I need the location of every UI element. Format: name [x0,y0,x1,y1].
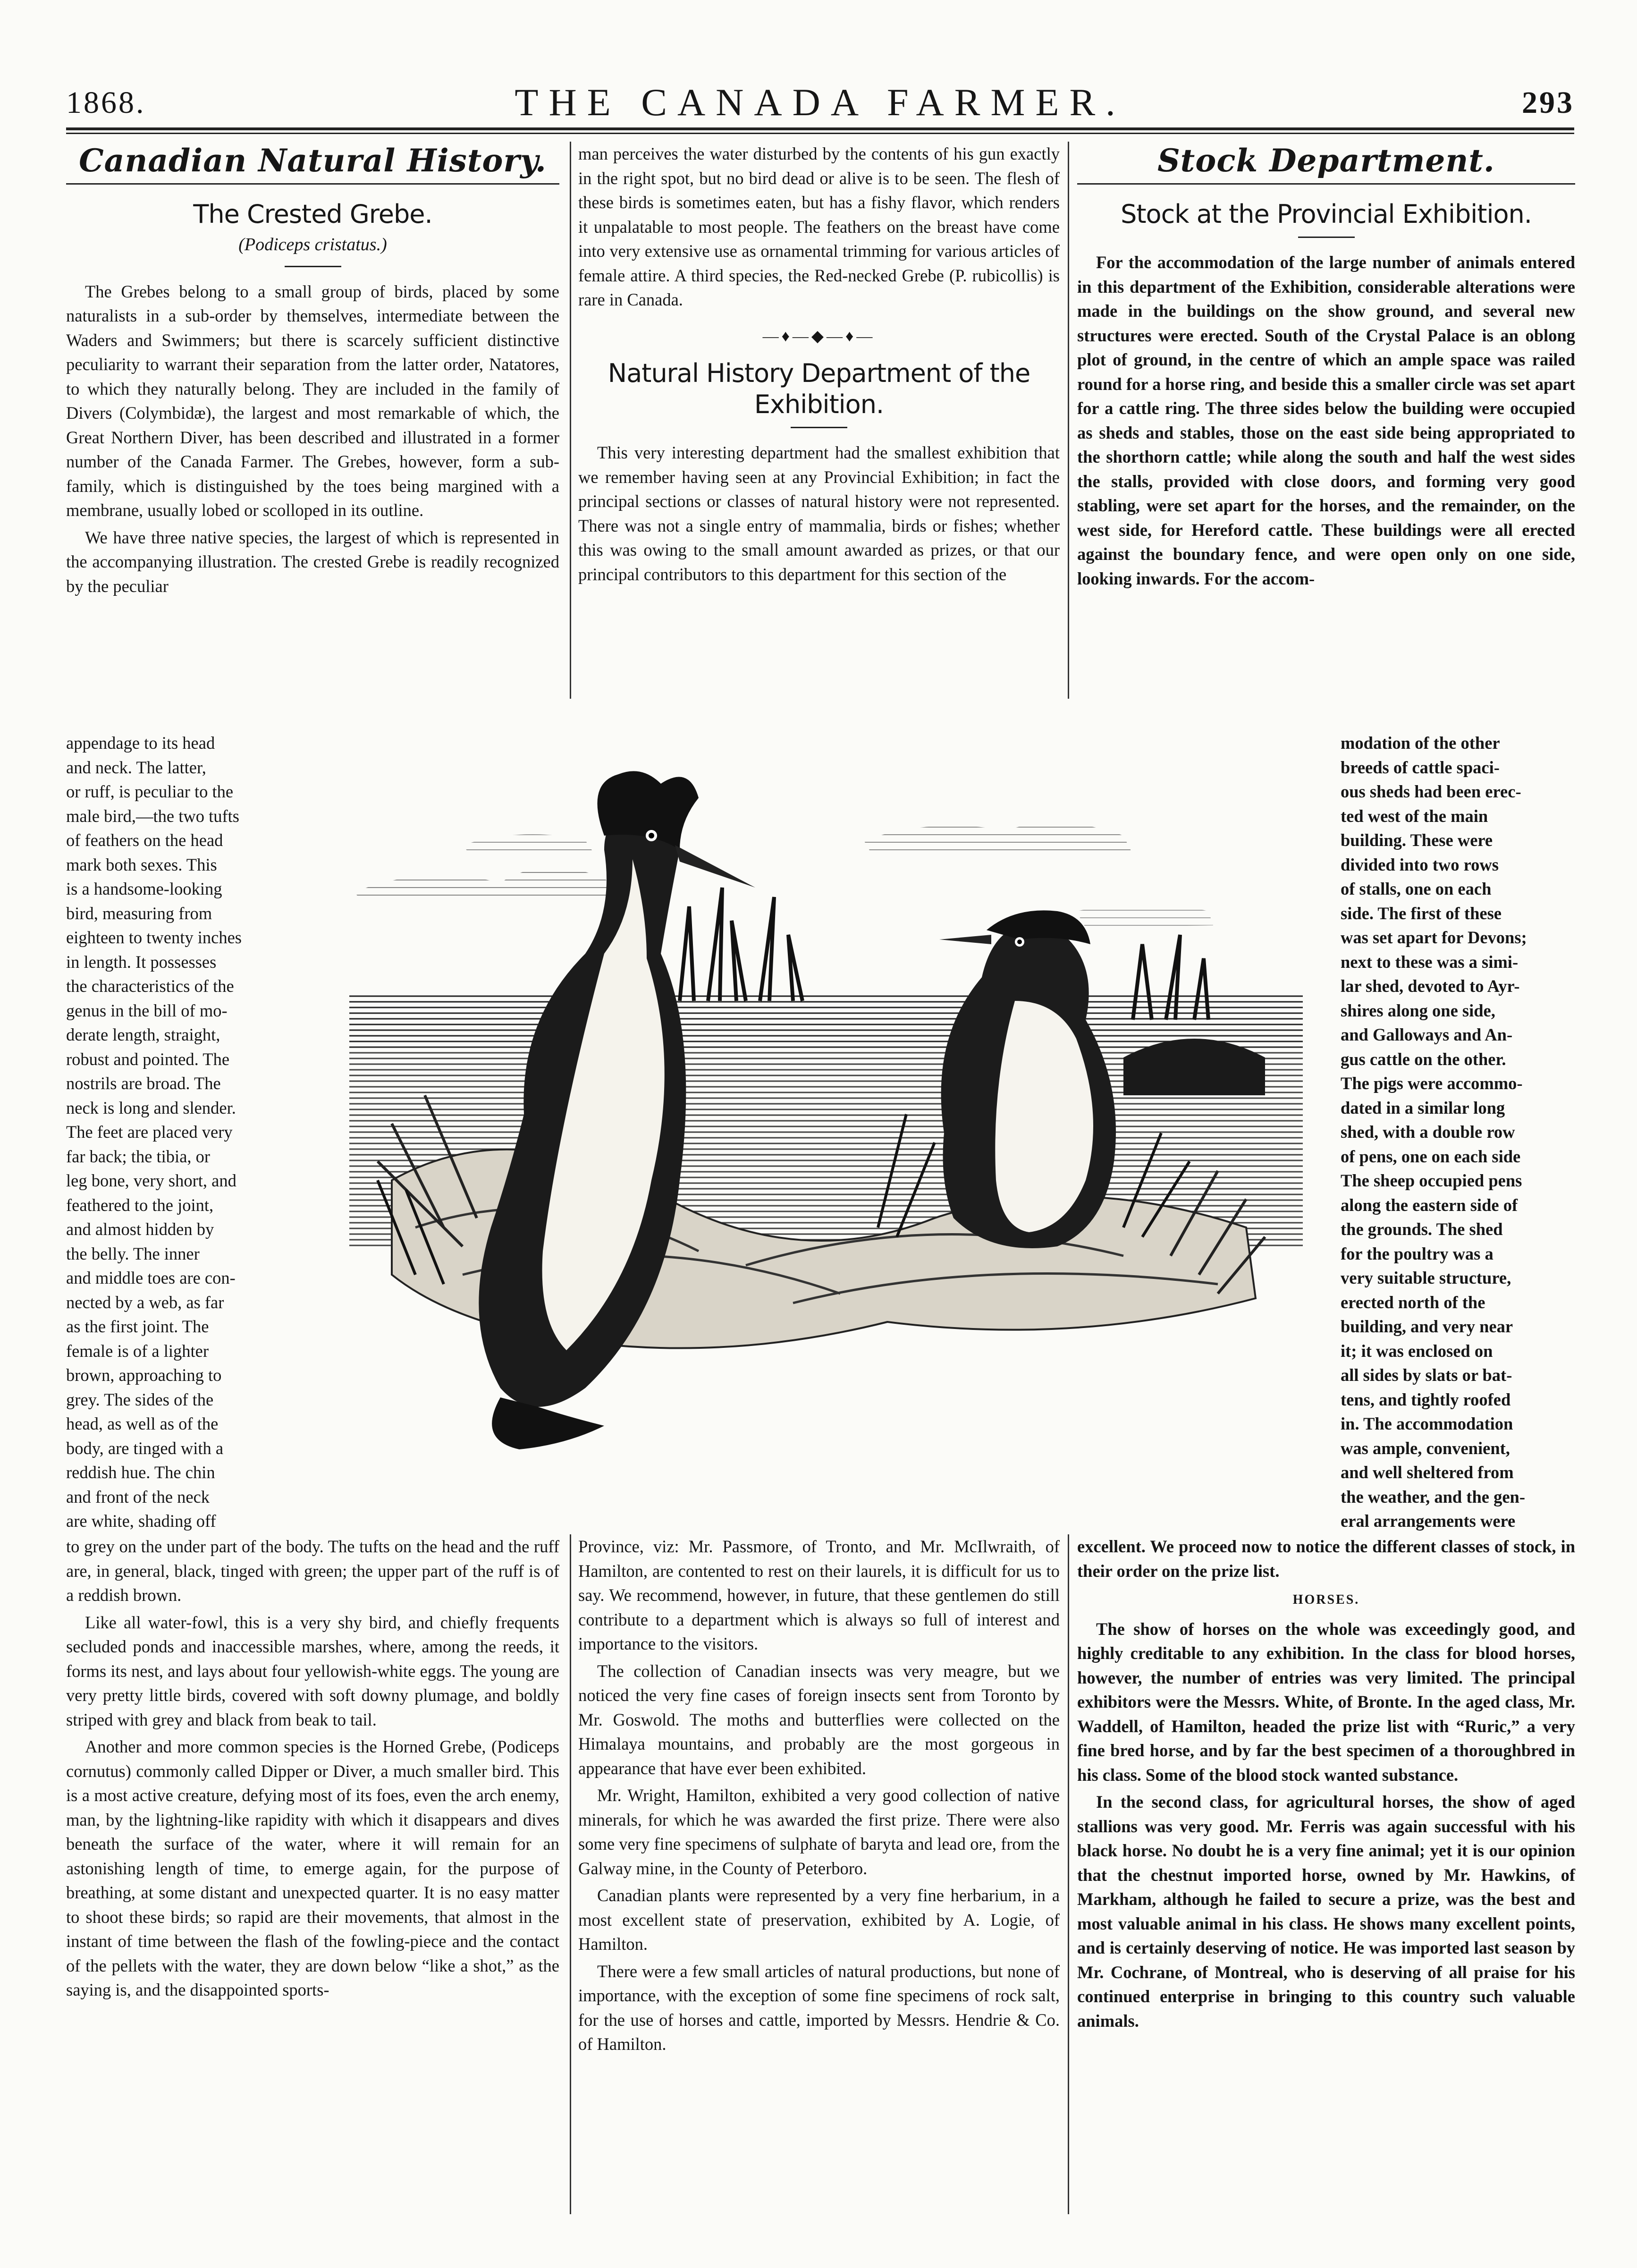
right-column-bottom [1077,1534,1575,2036]
wrap-line: shed, with a double row [1341,1122,1515,1142]
wrap-line: nostrils are broad. The [66,1074,221,1093]
wrap-line: side. The first of these [1341,903,1502,923]
column-rule-left-bottom [570,1534,571,2214]
masthead-rule [66,127,1574,134]
grebe-illustration [321,755,1336,1525]
wrap-line: for the poultry was a [1341,1244,1494,1263]
wrap-line: and neck. The latter, [66,757,206,777]
article-title-stock-exhibition: Stock at the Provincial Exhibition. [1121,199,1532,229]
section-heading-natural-history: Canadian Natural History. [79,142,547,179]
wrap-line: the belly. The inner [66,1244,200,1263]
wrap-line: of feathers on the head [66,830,223,850]
wrap-line: are white, shading off [66,1511,216,1531]
right-column-top [1077,142,1575,593]
wrap-line: nected by a web, as far [66,1292,224,1312]
article-title-crested-grebe: The Crested Grebe. [193,199,432,229]
paragraph: The Grebes belong to a small group of birds, placed by some naturalists in a sub-order by themselves, intermediate between the Waders and Swimmers; but there is scarcely sufficient distinctive peculiarity to warrant their separation from the latter order, Natatores, to which they naturally belong. They are included in the family of Divers (Colymbidæ), the largest and most remarkable of which, the Great Northern Diver, has been described and illustrated in a former number of the Canada Farmer. The Grebes, however, form a sub-family, which is distinguished by the toes being margined with a membrane, usually lobed or scolloped in its outline. [66,281,559,520]
wrap-line: next to these was a simi- [1341,952,1519,972]
wrap-line: of pens, one on each side [1341,1146,1521,1166]
wrap-line: derate length, straight, [66,1025,220,1044]
wrap-line: tens, and tightly roofed [1341,1389,1511,1409]
title-rule [1298,237,1355,238]
wrap-line: ted west of the main [1341,806,1488,826]
article-title-natural-history-dept: Natural History Department of the Exhibition. [608,358,1030,419]
wrap-line: shires along one side, [1341,1000,1495,1020]
paragraph: The collection of Canadian insects was very meagre, but we noticed the very fine cases of foreign insects sent from Toronto by Mr. Goswold. The moths and butterflies were collected on the Himalaya mountains, and probably are the most gorgeous in appearance that have ever been exhibited. [578,1661,1060,1778]
wrap-line: breeds of cattle spaci- [1341,757,1500,777]
paragraph: Mr. Wright, Hamilton, exhibited a very good collection of native minerals, for which he was awarded the first prize. There were also some very fine specimens of sulphate of baryta and lead ore, from the Galway mine, in the County of Peterboro. [578,1786,1060,1878]
title-rule [285,266,341,267]
paragraph: This very interesting department had the smallest exhibition that we remember having seen at any Provincial Exhibition; in fact the principal sections or classes of natural history were not represented. There was not a single entry of mammalia, birds or fishes; whether this was owing to the small amount awarded as prizes, or that our principal contributors to this department for this section of the [578,443,1060,584]
middle-column-bottom [578,1534,1060,2059]
wrap-line: female is of a lighter [66,1341,209,1361]
wrap-line: was set apart for Devons; [1341,928,1527,947]
wrap-line: was ample, convenient, [1341,1438,1510,1458]
wrap-line: eral arrangements were [1341,1511,1516,1531]
wrap-line: building. These were [1341,830,1493,850]
wrap-line: The pigs were accommo- [1341,1074,1523,1093]
wrap-line: it; it was enclosed on [1341,1341,1493,1361]
paragraph: Province, viz: Mr. Passmore, of Tronto, and Mr. McIlwraith, of Hamilton, are contented to rest on their laurels, it is difficult for us to say. We recommend, however, in future, that these gentlemen do still contribute to a department which is always so full of interest and importance to the visitors. [578,1537,1060,1653]
left-column-bottom [66,1534,559,2005]
wrap-line: or ruff, is peculiar to the [66,782,234,801]
wrap-line: and Galloways and An- [1341,1025,1513,1044]
wrap-line: grey. The sides of the [66,1389,214,1409]
wrap-line: modation of the other [1341,733,1500,753]
wrap-line: body, are tinged with a [66,1438,224,1458]
section-heading-rule [1077,183,1575,185]
wrap-line: ous sheds had been erec- [1341,782,1521,801]
wrap-line: appendage to its head [66,733,215,753]
masthead-year: 1868. [66,85,146,120]
wrap-line: far back; the tibia, or [66,1146,211,1166]
wrap-line: eighteen to twenty inches [66,928,242,947]
wrap-line: The sheep occupied pens [1341,1171,1522,1190]
wrap-line: leg bone, very short, and [66,1171,236,1190]
page-number: 293 [1522,85,1574,120]
wrap-line: divided into two rows [1341,855,1499,874]
wrap-line: mark both sexes. This [66,855,217,874]
wrap-line: The feet are placed very [66,1122,233,1142]
wrap-line: brown, approaching to [66,1365,222,1385]
wrap-line: head, as well as of the [66,1414,219,1433]
wrap-line: gus cattle on the other. [1341,1049,1506,1069]
left-wrap-text [66,731,312,1533]
wrap-line: reddish hue. The chin [66,1463,215,1482]
masthead [66,71,1574,127]
paragraph: man perceives the water disturbed by the contents of his gun exactly in the right spot, but no bird dead or alive is to be seen. The flesh of these birds is sometimes eaten, but has a fishy flavor, which renders it unpalatable to most people. The feathers on the breast have come into very extensive use as ornamental trimming for various articles of female attire. A third species, the Red-necked Grebe (P. rubicollis) is rare in Canada. [578,144,1060,309]
paragraph: For the accommodation of the large number of animals entered in this department of the Exhibition, considerable alterations were made in the buildings on the show ground, and several new structures were erected. South of the Crystal Palace is an oblong plot of ground, in the centre of which an ample space was railed round for a horse ring, and beside this a smaller circle was set apart for a cattle ring. The three sides below the building were occupied as sheds and stables, those on the east side being appropriated to the shorthorn cattle; while along the south and half the west sides the stalls, provided with close doors, and forming very good stabling, were set apart for the horses, and the remainder, on the west side, for Hereford cattle. These buildings were all erected against the boundary fence, and were open only on one side, looking inwards. For the accom- [1077,253,1575,588]
title-rule [791,427,847,428]
wrap-line: very suitable structure, [1341,1268,1511,1287]
wrap-line: male bird,—the two tufts [66,806,239,826]
wrap-line: and almost hidden by [66,1219,214,1239]
wrap-line: robust and pointed. The [66,1049,230,1069]
masthead-title: THE CANADA FARMER. [515,81,1126,124]
wrap-line: neck is long and slender. [66,1098,236,1117]
wrap-line: and middle toes are con- [66,1268,236,1287]
wrap-line: the weather, and the gen- [1341,1487,1526,1506]
wrap-line: building, and very near [1341,1317,1513,1336]
wrap-line: erected north of the [1341,1292,1485,1312]
paragraph: to grey on the under part of the body. The tufts on the head and the ruff are, in general, black, tinged with green; the upper part of the ruff is of a reddish brown. [66,1537,559,1605]
ornament-divider: —♦—◆—♦— [762,327,876,345]
wrap-line: along the eastern side of [1341,1195,1518,1215]
column-rule-right-bottom [1068,1534,1069,2214]
wrap-line: in. The accommodation [1341,1414,1513,1433]
column-rule-left-top [570,142,571,699]
paragraph: Another and more common species is the Horned Grebe, (Podiceps cornutus) commonly called Dipper or Diver, a much smaller bird. This is a most active creature, defying most of its foes, even the arch enemy, man, by the lightning-like rapidity with which it disappears and dives beneath the surface of the water, where it will remain for an astonishing length of time, to emerge again, for the purpose of breathing, at some distant and unexpected quarter. It is no easy matter to shoot these birds; so rapid are their movements, that almost in the instant of time between the flash of the fowling-piece and the contact of the pellets with the water, they are down below “like a shot,” as the saying is, and the disappointed sports- [66,1737,559,1999]
wrap-line: in length. It possesses [66,952,217,972]
wrap-line: as the first joint. The [66,1317,209,1336]
wrap-line: is a handsome-looking [66,879,222,898]
wrap-line: and well sheltered from [1341,1463,1514,1482]
wrap-line: genus in the bill of mo- [66,1000,228,1020]
wrap-line: the characteristics of the [66,976,234,996]
paragraph: Canadian plants were represented by a very fine herbarium, in a most excellent state of preservation, exhibited by A. Logie, of Hamilton. [578,1886,1060,1954]
section-heading-rule [66,183,559,185]
wrap-line: bird, measuring from [66,903,212,923]
subhead-horses: HORSES. [1292,1592,1360,1607]
right-wrap-text [1341,731,1575,1533]
paragraph: excellent. We proceed now to notice the different classes of stock, in their order on the prize list. [1077,1537,1575,1581]
section-heading-stock-department: Stock Department. [1157,142,1495,179]
wrap-line: of stalls, one on each [1341,879,1492,898]
wrap-line: and front of the neck [66,1487,210,1506]
middle-column-top [578,142,1060,589]
article-subtitle: (Podiceps cristatus.) [238,235,387,254]
paragraph: The show of horses on the whole was exceedingly good, and highly creditable to any exhibition. In the class for blood horses, however, the number of entries was very limited. The principal exhibitors were the Messrs. White, of Bronte. In the aged class, Mr. Waddell, of Hamilton, headed the prize list with “Ruric,” a very fine bred horse, and by far the best specimen of a thoroughbred in his class. Some of the blood stock wanted substance. [1077,1619,1575,1785]
wrap-line: feathered to the joint, [66,1195,214,1215]
paragraph: In the second class, for agricultural horses, the show of aged stallions was very good. Mr. Ferris was again successful with his black horse. No doubt he is a very fine animal; yet it is our opinion that the chestnut imported horse, owned by Mr. Hawkins, of Markham, although he failed to secure a prize, was the best and most valuable animal in his class. He shows many excellent points, and is certainly deserving of notice. He was imported last season by Mr. Cochrane, of Montreal, who is deserving of all praise for his continued enterprise in bringing to this country such valuable animals. [1077,1792,1575,2031]
wrap-line: the grounds. The shed [1341,1219,1503,1239]
left-column-top [66,142,559,601]
paragraph: Like all water-fowl, this is a very shy bird, and chiefly frequents secluded ponds and inaccessible marshes, where, among the reeds, it forms its nest, and lays about four yellowish-white eggs. The young are very pretty little birds, covered with soft downy plumage, and boldly striped with grey and black from beak to tail. [66,1612,559,1729]
wrap-line: lar shed, devoted to Ayr- [1341,976,1520,996]
paragraph: We have three native species, the largest of which is represented in the accompanying illustration. The crested Grebe is readily recognized by the peculiar [66,527,559,596]
wrap-line: dated in a similar long [1341,1098,1505,1117]
paragraph: There were a few small articles of natural productions, but none of importance, with the exception of some fine specimens of rock salt, for the use of horses and cattle, imported by Messrs. Hendrie & Co. of Hamilton. [578,1961,1060,2054]
wrap-line: all sides by slats or bat- [1341,1365,1512,1385]
column-rule-right-top [1068,142,1069,699]
